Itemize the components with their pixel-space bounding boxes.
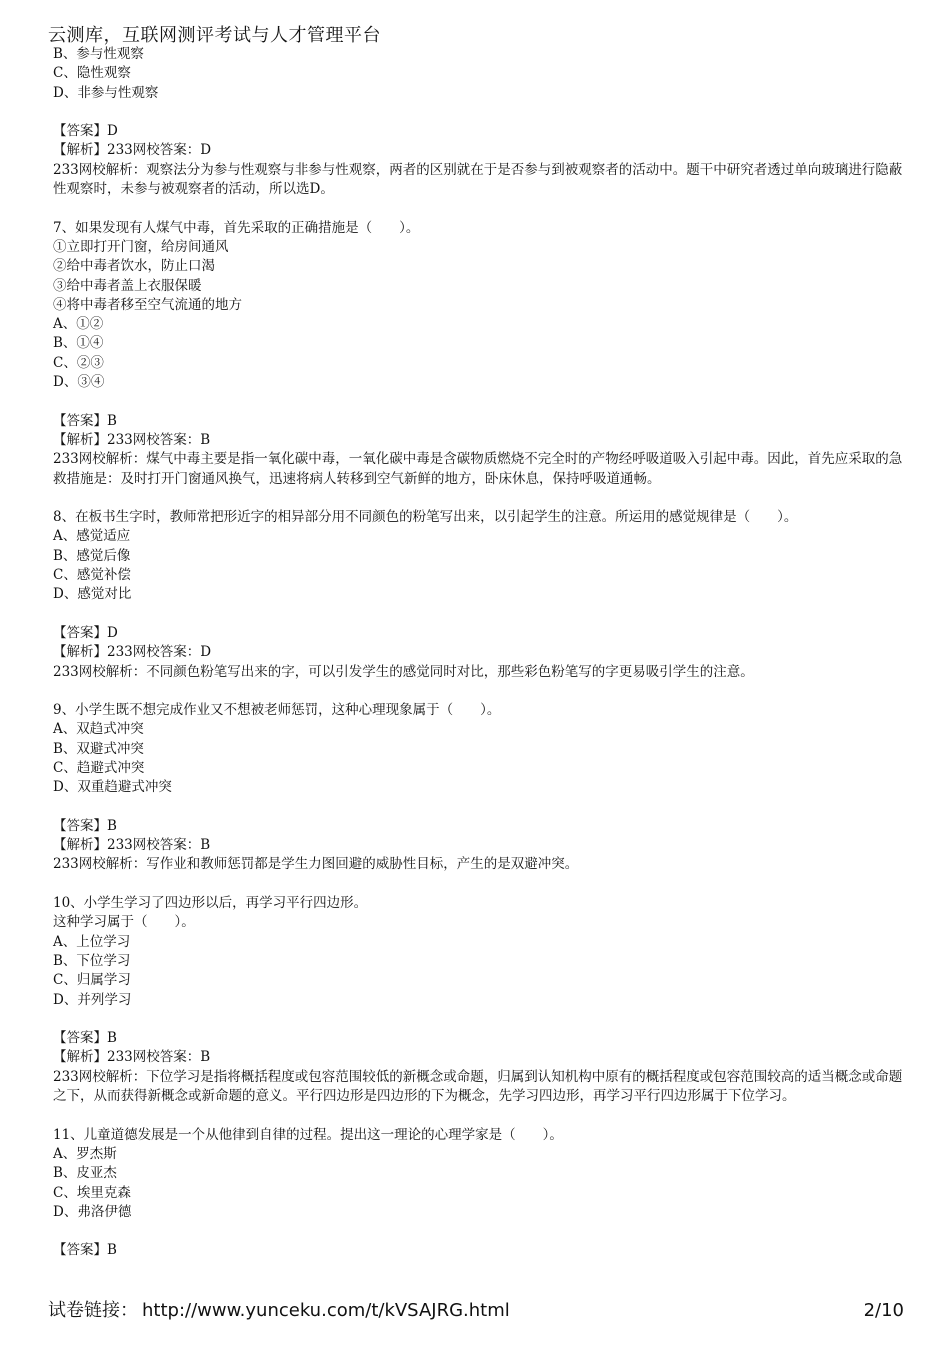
exam-link[interactable]: http://www.yunceku.com/t/kVSAJRG.html — [142, 1300, 510, 1321]
explanation-answer: 【解析】233网校答案：B — [53, 1049, 211, 1066]
explanation-answer: 【解析】233网校答案：B — [53, 837, 211, 854]
page-number: 2/10 — [863, 1300, 904, 1321]
answer-label: 【答案】B — [53, 817, 117, 834]
question-stem: 9、小学生既不想完成作业又不想被老师惩罚，这种心理现象属于（ ）。 — [53, 702, 501, 719]
explanation-text: 233网校解析：写作业和教师惩罚都是学生力图回避的威胁性目标，产生的是双避冲突。 — [53, 856, 579, 873]
question-11 — [53, 1126, 903, 1261]
option-c: C、②③ — [53, 354, 104, 371]
answer-label: 【答案】B — [53, 412, 117, 429]
explanation-answer: 【解析】233网校答案：D — [53, 142, 212, 159]
option-b: B、双避式冲突 — [53, 740, 144, 757]
option-a: A、罗杰斯 — [53, 1145, 117, 1162]
explanation-text: 233网校解析：不同颜色粉笔写出来的字，可以引发学生的感觉同时对比，那些彩色粉笔写的字更易吸引学生的注意。 — [53, 663, 754, 680]
answer-label: 【答案】B — [53, 1242, 117, 1259]
answer-label: 【答案】D — [53, 624, 118, 641]
exam-link-label: 试卷链接： — [48, 1300, 138, 1321]
option-a: A、上位学习 — [53, 933, 131, 950]
option-c: C、感觉补偿 — [53, 567, 131, 584]
explanation-text: 233网校解析：下位学习是指将概括程度或包容范围较低的新概念或命题，归属到认知机构中原有的概括程度或包容范围较高的适当概念或命题之下，从而获得新概念或新命题的意义。平行四边形是四边形的下为概念，先学习四边形，再学习平行四边形属于下位学习。 — [53, 1068, 903, 1105]
option-c: C、埃里克森 — [53, 1184, 131, 1201]
site-header-title: 云测库，互联网测评考试与人才管理平台 — [48, 25, 381, 46]
statement-4: ④将中毒者移至空气流通的地方 — [53, 296, 242, 313]
option-b: B、感觉后像 — [53, 547, 131, 564]
option-b: B、参与性观察 — [53, 46, 144, 62]
option-b: B、皮亚杰 — [53, 1165, 117, 1182]
option-c: C、趋避式冲突 — [53, 759, 145, 776]
answer-label: 【答案】B — [53, 1030, 117, 1047]
question-9 — [53, 701, 903, 875]
option-b: B、①④ — [53, 335, 104, 352]
statement-1: ①立即打开门窗，给房间通风 — [53, 238, 229, 255]
option-b: B、下位学习 — [53, 952, 131, 969]
answer-label: 【答案】D — [53, 123, 118, 140]
option-d: D、并列学习 — [53, 991, 132, 1008]
question-stem-continued: 这种学习属于（ ）。 — [53, 914, 195, 931]
question-stem: 7、如果发现有人煤气中毒，首先采取的正确措施是（ ）。 — [53, 219, 420, 236]
explanation-text: 233网校解析：煤气中毒主要是指一氧化碳中毒，一氧化碳中毒是含碳物质燃烧不完全时的产物经呼吸道吸入引起中毒。因此，首先应采取的急救措施是：及时打开门窗通风换气，迅速将病人转移到空气新鲜的地方，卧床休息，保持呼吸道通畅。 — [53, 451, 903, 487]
option-a: A、双趋式冲突 — [53, 721, 144, 738]
question-stem: 11、儿童道德发展是一个从他律到自律的过程。提出这一理论的心理学家是（ ）。 — [53, 1126, 563, 1143]
explanation-answer: 【解析】233网校答案：B — [53, 431, 211, 448]
question-10 — [53, 894, 903, 1106]
statement-2: ②给中毒者饮水，防止口渴 — [53, 258, 215, 275]
exam-content — [53, 45, 903, 1261]
question-8 — [53, 508, 903, 682]
question-stem: 8、在板书生字时，教师常把形近字的相异部分用不同颜色的粉笔写出来，以引起学生的注意。所运用的感觉规律是（ ）。 — [53, 509, 798, 526]
option-d: D、感觉对比 — [53, 586, 132, 603]
option-c: C、隐性观察 — [53, 65, 131, 82]
option-d: D、弗洛伊德 — [53, 1203, 132, 1220]
explanation-answer: 【解析】233网校答案：D — [53, 644, 212, 661]
option-d: D、③④ — [53, 374, 105, 391]
option-d: D、非参与性观察 — [53, 84, 159, 101]
question-stem: 10、小学生学习了四边形以后，再学习平行四边形。 — [53, 895, 368, 912]
question-6-tail — [53, 45, 903, 199]
option-c: C、归属学习 — [53, 972, 131, 989]
option-d: D、双重趋避式冲突 — [53, 779, 172, 796]
option-a: A、感觉适应 — [53, 528, 131, 545]
explanation-text: 233网校解析：观察法分为参与性观察与非参与性观察，两者的区别就在于是否参与到被观察者的活动中。题干中研究者透过单向玻璃进行隐蔽性观察时，未参与被观察者的活动，所以选D。 — [53, 161, 903, 198]
option-a: A、①② — [53, 316, 104, 333]
question-7 — [53, 219, 903, 489]
statement-3: ③给中毒者盖上衣服保暖 — [53, 277, 202, 294]
page-footer — [48, 1299, 904, 1323]
